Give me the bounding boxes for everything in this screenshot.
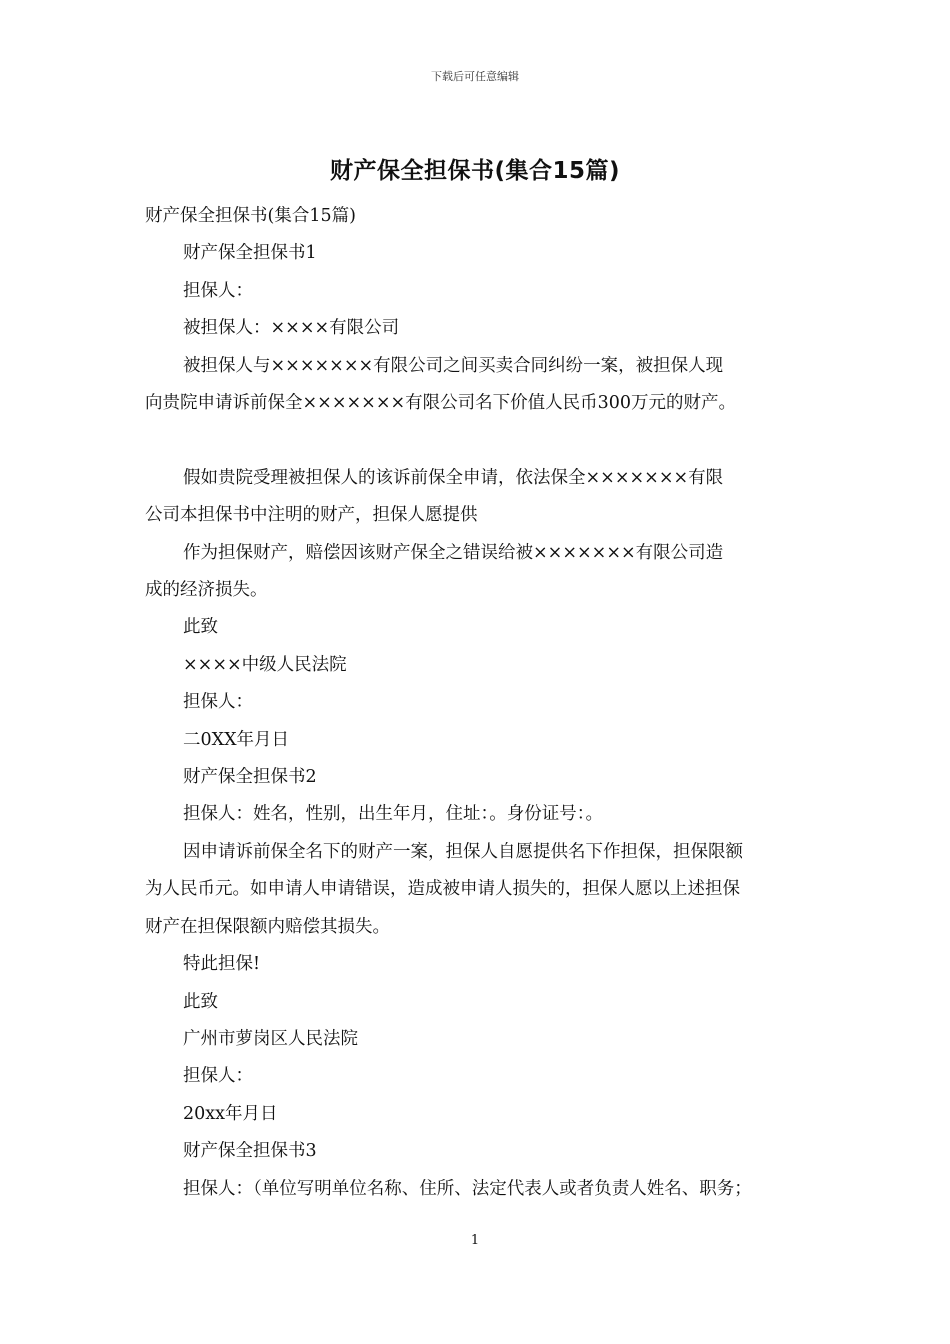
document-subtitle: 财产保全担保书(集合15篇) [145, 206, 356, 226]
court-name: 广州市萝岗区人民法院 [183, 1028, 358, 1049]
section-heading-1: 财产保全担保书1 [183, 243, 317, 264]
paragraph-line: 假如贵院受理被担保人的该诉前保全申请，依法保全×××××××有限 [183, 467, 724, 488]
salutation: 此致 [183, 617, 218, 638]
header-note: 下载后可任意编辑 [431, 70, 519, 83]
court-name: ××××中级人民法院 [183, 654, 347, 675]
salutation: 此致 [183, 991, 218, 1012]
paragraph-line: 被担保人与×××××××有限公司之间买卖合同纠纷一案，被担保人现 [183, 355, 724, 376]
paragraph-line: 因申请诉前保全名下的财产一案，担保人自愿提供名下作担保，担保限额 [183, 841, 743, 862]
closing-line: 特此担保! [183, 954, 261, 975]
guarantor-line: 担保人： [183, 280, 253, 301]
guaranteed-party-line: 被担保人：××××有限公司 [183, 318, 400, 339]
paragraph-line: 公司本担保书中注明的财产，担保人愿提供 [145, 505, 478, 526]
paragraph-line: 成的经济损失。 [145, 580, 268, 601]
section-heading-3: 财产保全担保书3 [183, 1141, 317, 1162]
guarantor-info-line: 担保人：（单位写明单位名称、住所、法定代表人或者负责人姓名、职务； [183, 1178, 752, 1199]
section-heading-2: 财产保全担保书2 [183, 767, 317, 788]
date-line: 二0XX年月日 [183, 729, 290, 750]
paragraph-line: 财产在担保限额内赔偿其损失。 [145, 916, 390, 937]
paragraph-line: 作为担保财产，赔偿因该财产保全之错误给被×××××××有限公司造 [183, 542, 724, 563]
blank-line [145, 422, 820, 459]
document-title: 财产保全担保书(集合15篇) [329, 158, 621, 184]
paragraph-line: 向贵院申请诉前保全×××××××有限公司名下价值人民币300万元的财产。 [145, 393, 737, 414]
signature-line: 担保人： [183, 1066, 253, 1087]
page-number: 1 [470, 1233, 480, 1248]
document-body [145, 198, 820, 1208]
paragraph-line: 为人民币元。如申请人申请错误，造成被申请人损失的，担保人愿以上述担保 [145, 879, 740, 900]
guarantor-info-line: 担保人：姓名，性别，出生年月，住址：。身份证号：。 [183, 804, 603, 825]
signature-line: 担保人： [183, 692, 253, 713]
date-line: 20xx年月日 [183, 1103, 278, 1124]
